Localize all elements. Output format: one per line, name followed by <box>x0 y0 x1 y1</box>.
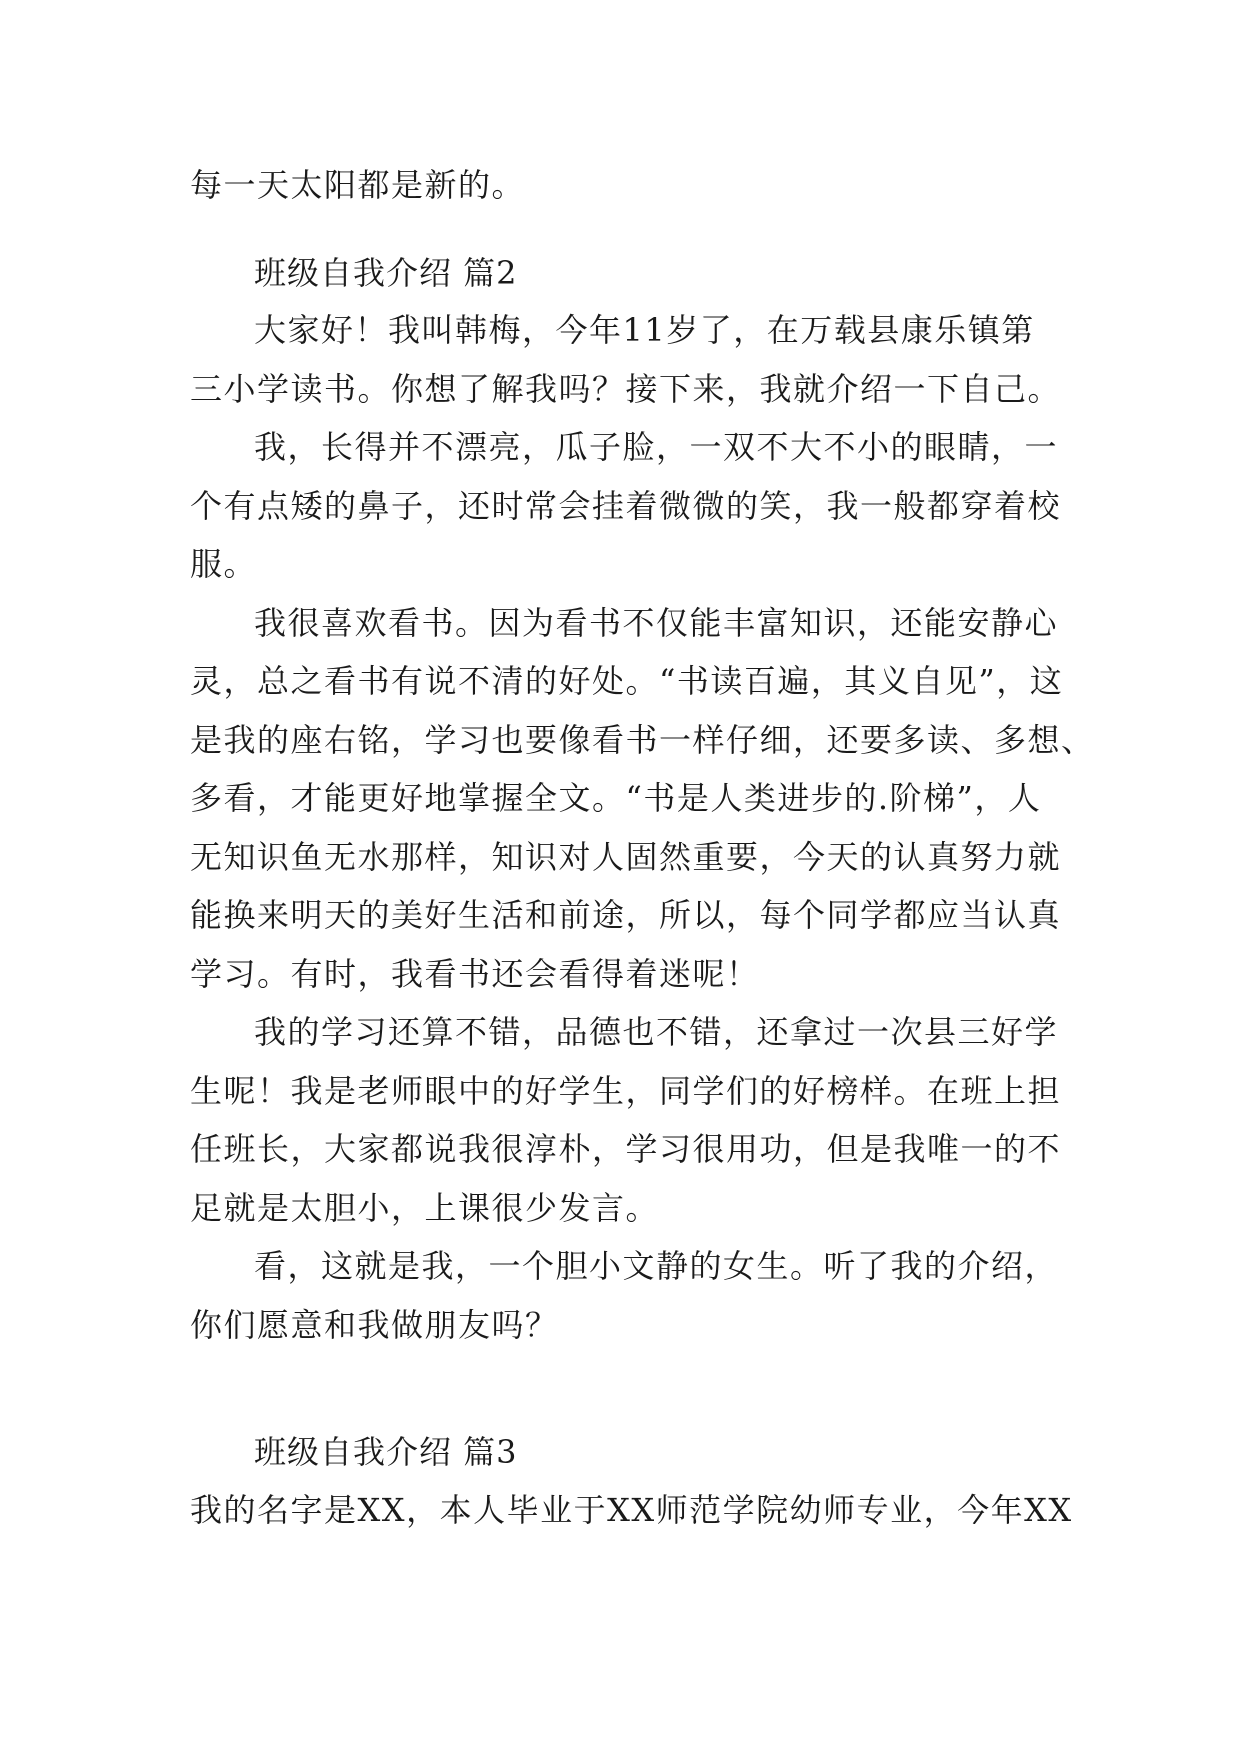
section-heading: 班级自我介绍 篇3 <box>254 1433 518 1471</box>
text-line: 大家好！我叫韩梅，今年11岁了，在万载县康乐镇第 <box>254 311 1035 349</box>
text-line: 你们愿意和我做朋友吗？ <box>190 1306 559 1344</box>
section-heading: 班级自我介绍 篇2 <box>254 254 518 292</box>
text-line: 生呢！我是老师眼中的好学生，同学们的好榜样。在班上担 <box>190 1072 1062 1110</box>
text-line: 足就是太胆小，上课很少发言。 <box>190 1189 660 1227</box>
text-line: 三小学读书。你想了解我吗？接下来，我就介绍一下自己。 <box>190 370 1062 408</box>
text-line: 服。 <box>190 545 258 583</box>
text-line: 灵，总之看书有说不清的好处。“书读百遍，其义自见”，这 <box>190 662 1064 700</box>
text-line: 任班长，大家都说我很淳朴，学习很用功，但是我唯一的不 <box>190 1130 1062 1168</box>
text-line: 我的学习还算不错，品德也不错，还拿过一次县三好学 <box>254 1013 1059 1051</box>
text-line: 我很喜欢看书。因为看书不仅能丰富知识，还能安静心 <box>254 604 1059 642</box>
text-line: 每一天太阳都是新的。 <box>190 166 526 204</box>
text-line: 个有点矮的鼻子，还时常会挂着微微的笑，我一般都穿着校 <box>190 487 1062 525</box>
text-line: 看，这就是我，一个胆小文静的女生。听了我的介绍， <box>254 1247 1059 1285</box>
text-line: 我的名字是XX，本人毕业于XX师范学院幼师专业，今年XX <box>190 1491 1073 1529</box>
text-line: 无知识鱼无水那样，知识对人固然重要，今天的认真努力就 <box>190 838 1062 876</box>
text-line: 多看，才能更好地掌握全文。“书是人类进步的.阶梯”，人 <box>190 779 1042 817</box>
text-line: 能换来明天的美好生活和前途，所以，每个同学都应当认真 <box>190 896 1062 934</box>
text-line: 我，长得并不漂亮，瓜子脸，一双不大不小的眼睛，一 <box>254 428 1059 466</box>
text-line: 是我的座右铭，学习也要像看书一样仔细，还要多读、多想、 <box>190 721 1095 759</box>
text-line: 学习。有时，我看书还会看得着迷呢！ <box>190 955 760 993</box>
